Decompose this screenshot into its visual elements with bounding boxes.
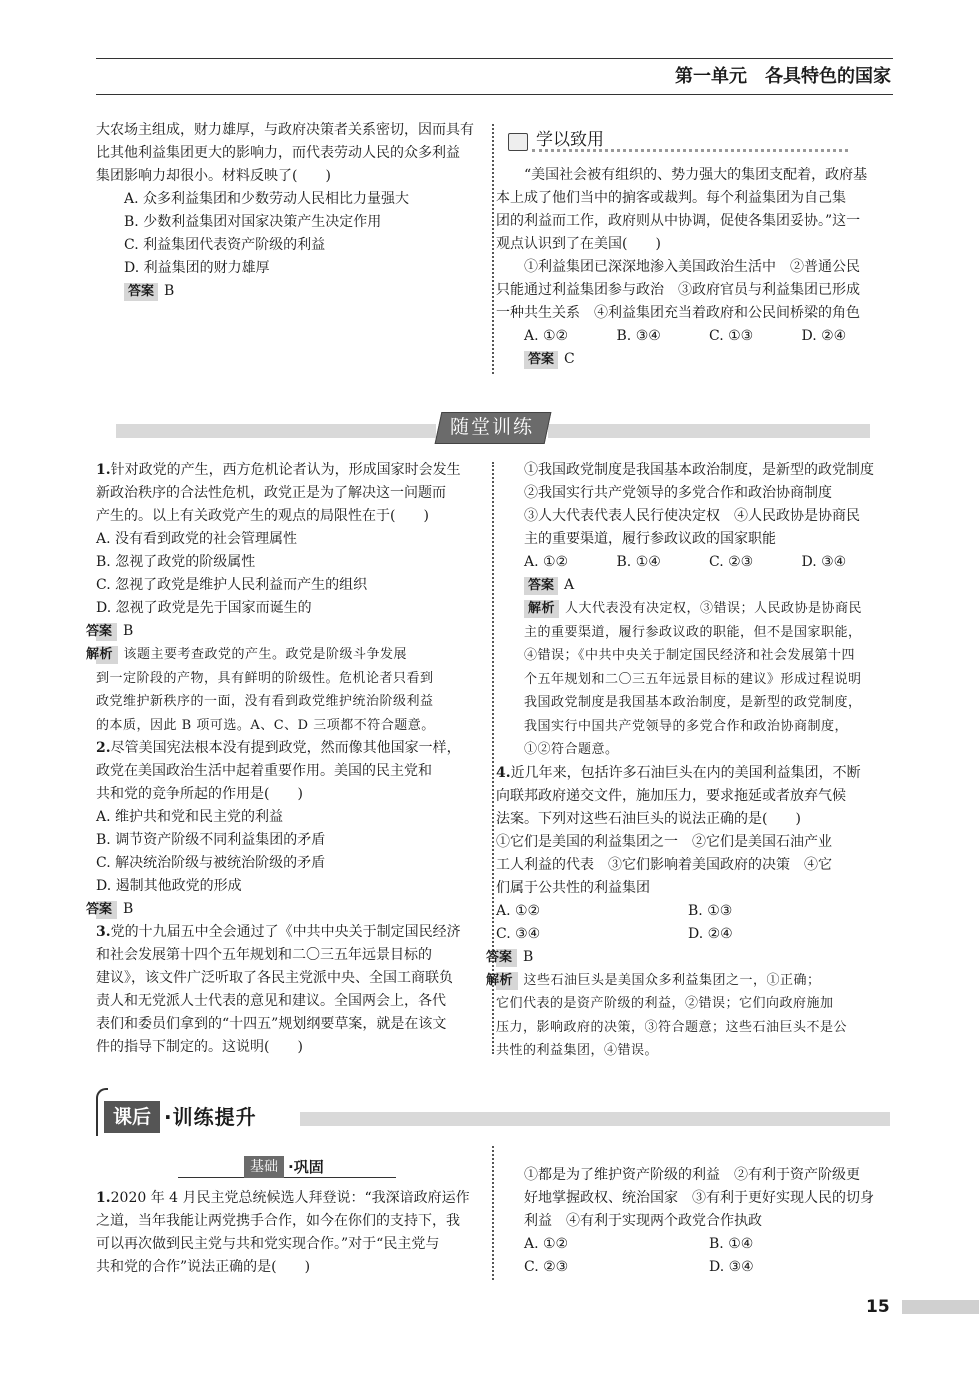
practice-title: 随堂训练 — [449, 416, 534, 438]
question-number: 3. — [96, 924, 111, 940]
top-left-block — [96, 119, 480, 303]
option: B. 忽视了政党的阶级属性 — [96, 554, 256, 570]
practice-right — [486, 459, 894, 1063]
answer-value: B — [123, 623, 134, 639]
text-line: 针对政党的产生，西方危机论者认为，形成国家时会发生 — [110, 462, 461, 478]
text-line: 人大代表没有决定权，③错误；人民政协是协商民 — [565, 601, 863, 616]
question-number: 1. — [96, 1190, 111, 1206]
option: B. ①④ — [616, 554, 661, 570]
question-3-continued — [510, 459, 894, 762]
answer-label: 答案 — [96, 901, 117, 919]
text-line: 共和党的竞争所起的作用是( ) — [96, 786, 303, 802]
text-line: ①我国政党制度是我国基本政治制度，是新型的政党制度 — [524, 462, 874, 478]
option: D. 遏制其他政党的形成 — [96, 878, 242, 894]
text-line: “美国社会被有组织的、势力强大的集团支配着，政府基 — [524, 167, 868, 183]
text-line: 尽管美国宪法根本没有提到政党，然而像其他国家一样， — [110, 740, 461, 756]
answer-line — [86, 898, 480, 921]
text-line: 党的十九届五中全会通过了《中共中央关于制定国民经济 — [110, 924, 461, 940]
text-line: ①都是为了维护资产阶级的利益 ②有利于资产阶级更 — [524, 1167, 860, 1183]
text-line: 一种共生关系 ④利益集团充当着政府和公民间桥梁的角色 — [496, 305, 860, 321]
text-line: 主的重要渠道，履行参政议政的职能，但不是国家职能， — [524, 624, 862, 640]
option: B. 调节资产阶级不同利益集团的矛盾 — [96, 832, 326, 848]
text-line: 表们和委员们拿到的“十四五”规划纲要草案，就是在该文 — [96, 1016, 447, 1032]
text-line: 该题主要考查政党的产生。政党是阶级斗争发展 — [123, 647, 408, 662]
sub-heading-rule — [178, 1177, 396, 1178]
answer-label: 答案 — [124, 283, 158, 301]
text-line: 件的指导下制定的。这说明( ) — [96, 1039, 303, 1055]
option: D. 忽视了政党是先于国家而诞生的 — [96, 600, 312, 616]
answer-line — [86, 620, 480, 643]
text-line: 之道，当年我能让两党携手合作，如今在你们的支持下，我 — [96, 1213, 460, 1229]
option: C. 利益集团代表资产阶级的利益 — [124, 237, 326, 253]
text-line: 本上成了他们当中的掮客或裁判。每个利益集团为自己集 — [496, 190, 846, 206]
header-rule-bottom — [96, 94, 893, 95]
option: C. 忽视了政党是维护人民利益而产生的组织 — [96, 577, 368, 593]
option: A. 维护共和党和民主党的利益 — [96, 809, 284, 825]
text-line: 政党在美国政治生活中起着重要作用。美国的民主党和 — [96, 763, 432, 779]
option: A. 没有看到政党的社会管理属性 — [96, 531, 298, 547]
text-line: 们属于公共性的利益集团 — [496, 879, 650, 896]
option: C. ③④ — [496, 925, 541, 942]
answer-value: C — [564, 351, 575, 367]
text-line: 的本质，因此 B 项可选。A、C、D 三项都不符合题意。 — [96, 717, 435, 733]
answer-value: A — [564, 577, 575, 593]
explanation — [524, 597, 894, 762]
option: D. 利益集团的财力雄厚 — [124, 260, 270, 276]
text-line: 主的重要渠道，履行参政议政的国家职能 — [524, 531, 776, 547]
option: B. 少数利益集团对国家决策产生决定作用 — [124, 214, 382, 230]
question-number: 1. — [96, 462, 111, 478]
text-line: 观点认识到了在美国( ) — [496, 236, 661, 252]
text-line: 可以再次做到民主党与共和党实现合作。”对于“民主党与 — [96, 1236, 440, 1252]
explanation-label: 解析 — [496, 972, 518, 990]
text-line: 和社会发展第十四个五年规划和二〇三五年远景目标的 — [96, 947, 432, 963]
sub-heading-box: 基础 — [244, 1156, 284, 1178]
answer-line — [524, 574, 894, 597]
option: C. ①③ — [709, 328, 754, 344]
question-number: 4. — [496, 764, 511, 781]
column-divider — [492, 124, 494, 374]
answer-value: B — [523, 948, 534, 965]
explanation — [86, 643, 480, 737]
text-line: 比其他利益集团更大的影响力，而代表劳动人民的众多利益 — [96, 145, 460, 161]
text-line: 向联邦政府递交文件，施加压力，要求拖延或者放弃气候 — [496, 787, 846, 804]
answer-label: 答案 — [524, 577, 558, 595]
explanation-label: 解析 — [96, 646, 118, 664]
text-line: 到一定阶段的产物，具有鲜明的阶级性。危机论者只看到 — [96, 670, 434, 686]
text-line: ④错误；《中共中央关于制定国民经济和社会发展第十四 — [524, 648, 856, 663]
answer-label: 答案 — [496, 949, 517, 967]
page-number: 15 — [866, 1297, 890, 1317]
text-line: 责人和无党派人士代表的意见和建议。全国两会上，各代 — [96, 993, 446, 1009]
top-right-block — [496, 164, 894, 371]
text-line: 团的利益而工作，政府则从中协调，促使各集团妥协。”这一 — [496, 213, 861, 229]
after-class-title-box: 课后 — [112, 1106, 151, 1128]
explanation-label: 解析 — [524, 600, 559, 618]
text-line: 政党维护新秩序的一面，没有看到政党维护统治阶级利益 — [96, 694, 434, 709]
option: B. ③④ — [616, 328, 661, 344]
option: B. ①③ — [688, 902, 733, 919]
question-4 — [486, 762, 894, 1063]
text-line: 它们代表的是资产阶级的利益，②错误；它们向政府施加 — [496, 996, 834, 1011]
answer-value: B — [123, 901, 134, 917]
question-1 — [96, 1187, 480, 1279]
text-line: 我国政党制度是我国基本政治制度，是新型的政党制度， — [524, 695, 862, 710]
title-underline — [532, 149, 848, 152]
options-grid — [524, 1233, 894, 1279]
option: A. ①② — [524, 328, 569, 344]
text-line: 建议》，该文件广泛听取了各民主党派中央、全国工商联负 — [96, 970, 453, 986]
practice-bar-right — [548, 424, 870, 438]
option: B. ①④ — [709, 1236, 754, 1252]
option: A. ①② — [524, 554, 569, 570]
text-line: ②我国实行共产党领导的多党合作和政治协商制度 — [524, 485, 832, 501]
text-line: 新政治秩序的合法性危机，政党正是为了解决这一问题而 — [96, 485, 446, 501]
text-line: 个五年规划和二〇三五年远景目标的建议》形成过程说明 — [524, 671, 862, 687]
column-divider — [492, 1146, 494, 1280]
option: D. ③④ — [709, 1259, 754, 1275]
text-line: 2020 年 4 月民主党总统候选人拜登说：“我深谙政府运作 — [110, 1190, 470, 1206]
page-header-title: 第一单元 各具特色的国家 — [675, 66, 891, 87]
text-line: 共性的利益集团，④错误。 — [496, 1043, 659, 1058]
option: A. 众多利益集团和少数劳动人民相比力量强大 — [124, 191, 410, 207]
answer-line — [486, 946, 894, 969]
text-line: 只能通过利益集团参与政治 ③政府官员与利益集团已形成 — [496, 282, 860, 298]
text-line: 集团影响力却很小。材料反映了( ) — [96, 168, 331, 184]
text-line: 法案。下列对这些石油巨头的说法正确的是( ) — [496, 810, 801, 827]
text-line: 产生的。以上有关政党产生的观点的局限性在于( ) — [96, 508, 429, 524]
text-line: 大农场主组成，财力雄厚，与政府决策者关系密切，因而具有 — [96, 122, 474, 138]
sub-heading-title: ·巩固 — [288, 1158, 324, 1176]
answer-line — [96, 280, 480, 303]
after-class-left — [96, 1187, 480, 1279]
text-line: 近几年来，包括许多石油巨头在内的美国利益集团，不断 — [510, 764, 861, 781]
section-learn-apply — [508, 128, 848, 154]
answer-label: 答案 — [524, 351, 558, 369]
page-number-bar — [902, 1300, 979, 1314]
text-line: ①它们是美国的利益集团之一 ②它们是美国石油产业 — [496, 833, 832, 850]
after-class-bar — [300, 1112, 890, 1126]
notebook-icon — [508, 133, 528, 151]
after-class-title: ·训练提升 — [164, 1105, 257, 1129]
option: A. ①② — [496, 902, 541, 919]
question-1 — [86, 459, 480, 737]
text-line: 工人利益的代表 ③它们影响着美国政府的决策 ④它 — [496, 856, 832, 873]
header-rule — [96, 58, 893, 59]
text-line: 我国实行中国共产党领导的多党合作和政治协商制度， — [524, 718, 849, 734]
text-line: 这些石油巨头是美国众多利益集团之一，①正确； — [523, 972, 821, 988]
option: D. ②④ — [688, 925, 733, 942]
question-2 — [86, 737, 480, 921]
text-line: 利益 ④有利于实现两个政党合作执政 — [524, 1213, 762, 1229]
text-line: 压力，影响政府的决策，③符合题意；这些石油巨头不是公 — [496, 1019, 848, 1035]
option: C. ②③ — [524, 1259, 569, 1275]
option: D. ③④ — [801, 554, 847, 570]
option: D. ②④ — [801, 328, 847, 344]
option: C. 解决统治阶级与被统治阶级的矛盾 — [96, 855, 326, 871]
text-line: 共和党的合作”说法正确的是( ) — [96, 1259, 311, 1275]
options-grid — [496, 900, 894, 946]
explanation — [486, 969, 894, 1063]
answer-value: B — [164, 283, 175, 299]
text-line: ①②符合题意。 — [524, 742, 619, 757]
answer-label: 答案 — [96, 623, 117, 641]
options-row — [496, 325, 894, 348]
text-line: 好地掌握政权、统治国家 ③有利于更好实现人民的切身 — [524, 1190, 874, 1206]
answer-line — [496, 348, 894, 371]
option: A. ①② — [524, 1236, 569, 1252]
question-number: 2. — [96, 740, 111, 756]
options-row — [524, 551, 894, 574]
option: C. ②③ — [709, 554, 754, 570]
text-line: ③人大代表代表人民行使决定权 ④人民政协是协商民 — [524, 508, 860, 524]
practice-left — [86, 459, 480, 1059]
text-line: ①利益集团已深深地渗入美国政治生活中 ②普通公民 — [524, 259, 860, 275]
section-title: 学以致用 — [536, 130, 604, 150]
practice-bar-left — [116, 424, 436, 438]
question-3 — [96, 921, 480, 1059]
after-class-right — [524, 1164, 894, 1279]
